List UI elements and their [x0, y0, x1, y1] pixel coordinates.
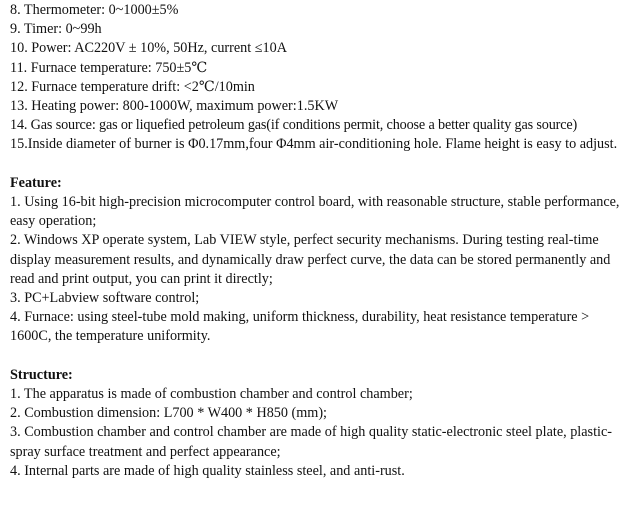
spec-item-furnace-temperature: 11. Furnace temperature: 750±5℃ — [10, 59, 208, 76]
structure-item: 4. Internal parts are made of high quality stainless steel, and anti-rust. — [10, 462, 405, 479]
structure-item: 1. The apparatus is made of combustion chamber and control chamber; — [10, 386, 413, 403]
feature-section — [10, 174, 632, 347]
structure-section — [10, 366, 632, 481]
feature-item: 1. Using 16-bit high-precision microcomputer control board, with reasonable structure, stable performance, easy operation; — [10, 194, 620, 230]
section-spacer — [10, 347, 632, 366]
document-body — [10, 1, 632, 481]
feature-item: 3. PC+Labview software control; — [10, 290, 200, 307]
spec-item-timer: 9. Timer: 0~99h — [10, 21, 102, 38]
spec-item-gas-source: 14. Gas source: gas or liquefied petroleum gas(if conditions permit, choose a better quality gas source) — [10, 117, 578, 134]
feature-heading: Feature: — [10, 174, 62, 191]
spec-item-heating-power: 13. Heating power: 800-1000W, maximum power:1.5KW — [10, 98, 339, 115]
section-spacer — [10, 155, 632, 174]
specifications-list — [10, 1, 632, 155]
structure-item: 3. Combustion chamber and control chamber are made of high quality static-electronic steel plate, plastic-spray surface treatment and perfect appearance; — [10, 424, 612, 460]
structure-heading: Structure: — [10, 366, 73, 383]
structure-item: 2. Combustion dimension: L700 * W400 * H850 (mm); — [10, 405, 327, 422]
feature-item: 2. Windows XP operate system, Lab VIEW style, perfect security mechanisms. During testing real-time display measurement results, and dynamically draw perfect curve, the data can be stored permanently and read and print output, you can print it directly; — [10, 232, 611, 287]
spec-item-thermometer: 8. Thermometer: 0~1000±5% — [10, 2, 179, 18]
feature-item: 4. Furnace: using steel-tube mold making, uniform thickness, durability, heat resistance temperature > 1600C, the temperature uniformity. — [10, 309, 590, 345]
spec-item-temperature-drift: 12. Furnace temperature drift: <2℃/10min — [10, 78, 255, 95]
spec-item-power: 10. Power: AC220V ± 10%, 50Hz, current ≤10A — [10, 40, 287, 57]
spec-item-burner: 15.Inside diameter of burner is Φ0.17mm,four Φ4mm air-conditioning hole. Flame height is easy to adjust. — [10, 136, 618, 153]
